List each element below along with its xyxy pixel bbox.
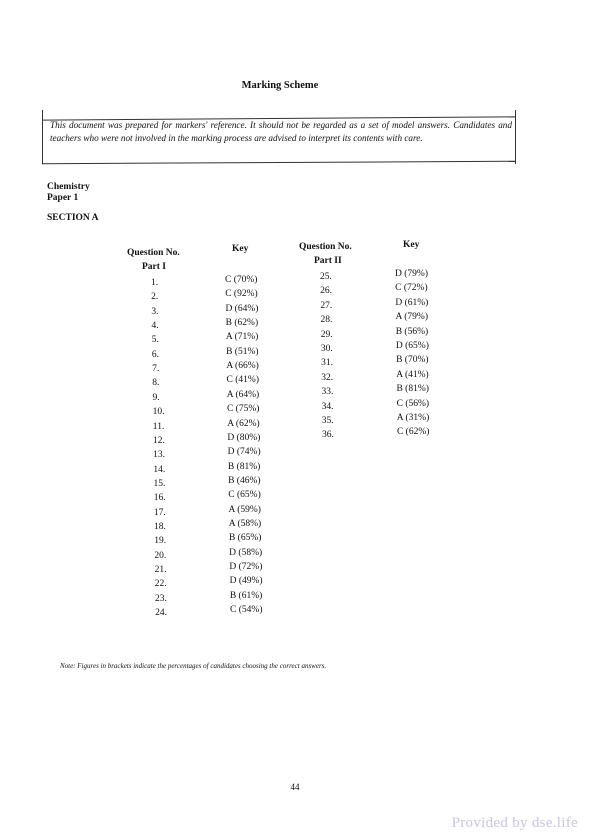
answer-key: A (64%): [226, 389, 260, 400]
answer-key: B (51%): [226, 346, 259, 357]
answer-key: C (75%): [226, 404, 260, 415]
question-number: 14.: [153, 464, 166, 475]
question-number: 11.: [152, 421, 165, 432]
question-number: 16.: [153, 493, 166, 504]
answer-key: D (79%): [395, 269, 428, 279]
part1-question-header: Question No.: [127, 248, 180, 258]
question-number: 26.: [320, 286, 333, 297]
question-number: 15.: [153, 478, 166, 489]
question-number: 35.: [321, 416, 334, 426]
disclaimer-text: This document was prepared for markers' reference. It should not be regarded as a set of model answers. Candidates and teachers who were not involved in the marking process are advised to interpret its contents with care.: [50, 120, 512, 143]
question-number: 36.: [321, 430, 334, 441]
answer-key: A (58%): [228, 518, 262, 529]
question-number: 24.: [155, 608, 167, 619]
answer-key: C (41%): [226, 375, 259, 386]
question-number: 2.: [151, 292, 159, 303]
question-number: 9.: [152, 392, 160, 403]
answer-key: D (80%): [227, 432, 261, 443]
watermark: Provided by dse.life: [451, 815, 578, 831]
answer-key: B (81%): [396, 384, 429, 395]
question-number: 27.: [320, 300, 333, 311]
part2-question-header: Question No.: [299, 242, 352, 252]
question-number: 31.: [321, 358, 333, 369]
part2-part-label: Part II: [314, 256, 342, 266]
answer-key: B (65%): [228, 533, 262, 544]
answer-key: C (72%): [395, 283, 428, 294]
answer-key: A (62%): [227, 418, 260, 429]
paper-name: Paper 1: [47, 193, 79, 203]
question-number: 3.: [151, 306, 159, 317]
page-number: 44: [290, 782, 300, 792]
answer-key: B (81%): [227, 461, 261, 472]
question-number: 20.: [154, 550, 167, 561]
answer-key: C (92%): [225, 289, 258, 300]
question-number: 30.: [320, 344, 333, 354]
subject-name: Chemistry: [47, 182, 90, 192]
answer-key: A (59%): [228, 504, 261, 515]
question-number: 10.: [152, 407, 165, 418]
question-number: 29.: [320, 329, 333, 340]
question-number: 21.: [154, 565, 167, 575]
question-number: 18.: [154, 521, 166, 532]
answer-key: A (41%): [396, 369, 429, 380]
question-number: 33.: [321, 387, 334, 398]
answer-key: B (61%): [229, 590, 263, 601]
question-number: 6.: [151, 349, 160, 360]
answer-key: B (46%): [228, 475, 261, 486]
answer-key: A (71%): [225, 332, 259, 343]
answer-key: C (65%): [228, 490, 261, 501]
question-number: 13.: [153, 450, 166, 461]
part2-key-header: Key: [403, 240, 420, 250]
section-heading: SECTION A: [47, 213, 99, 223]
answer-key: D (65%): [395, 341, 429, 351]
question-number: 23.: [154, 593, 167, 604]
part1-key-header: Key: [232, 244, 249, 254]
answer-key: A (79%): [395, 312, 428, 323]
part1-part-label: Part I: [142, 262, 167, 272]
answer-key: D (49%): [229, 576, 263, 587]
question-number: 8.: [152, 378, 160, 389]
question-number: 28.: [320, 315, 333, 326]
answer-key: B (70%): [396, 355, 429, 366]
answer-key: C (70%): [225, 275, 258, 285]
answer-key: A (31%): [396, 413, 430, 423]
question-number: 17.: [153, 507, 166, 518]
answer-key: A (66%): [226, 361, 259, 372]
question-number: 32.: [321, 372, 334, 383]
answer-key: B (62%): [225, 318, 259, 329]
answer-key: C (54%): [230, 605, 263, 616]
question-number: 5.: [151, 335, 159, 346]
footnote: Note: Figures in brackets indicate the percentages of candidates choosing the correct answers.: [60, 662, 327, 670]
question-number: 7.: [152, 364, 160, 375]
question-number: 12.: [152, 435, 165, 446]
subject-block: [47, 182, 90, 204]
answer-key: C (56%): [396, 398, 430, 409]
question-number: 19.: [154, 536, 167, 547]
answer-key: D (61%): [395, 297, 429, 308]
answer-key: C (62%): [396, 427, 430, 438]
question-number: 1.: [151, 278, 159, 288]
answer-key: D (74%): [227, 447, 261, 458]
question-number: 34.: [321, 401, 334, 412]
disclaimer-bottom-rule: [42, 161, 516, 164]
answer-key: D (58%): [229, 547, 263, 558]
answer-key: D (72%): [229, 562, 263, 572]
question-number: 4.: [151, 321, 159, 332]
question-number: 25.: [320, 272, 332, 282]
answer-key: B (56%): [395, 326, 429, 337]
page-title: Marking Scheme: [241, 80, 319, 91]
question-number: 22.: [154, 579, 167, 590]
answer-key: D (64%): [225, 303, 259, 314]
